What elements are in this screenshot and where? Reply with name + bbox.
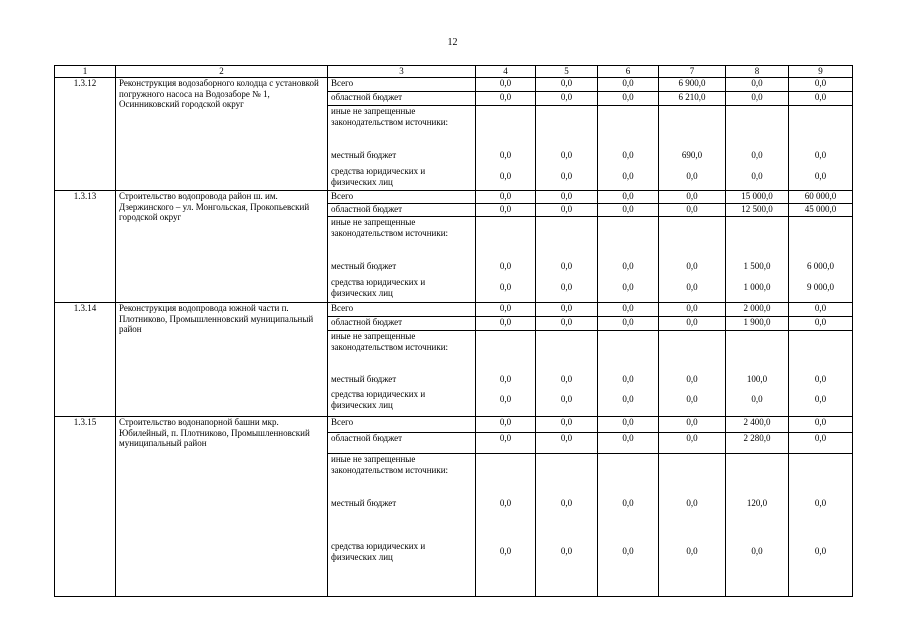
table-row [55,303,853,317]
local-budget-value: 1 500,0 [743,261,771,271]
legal-entities-label: средства юридических и физических лиц [331,277,426,298]
value-cell [536,106,598,191]
local-budget-value: 0,0 [686,374,698,384]
legal-entities-value: 0,0 [560,282,573,292]
total-label: Всего [328,78,476,92]
header-cell: 1 [55,66,116,78]
legal-entities-value: 0,0 [814,394,827,404]
total-value: 0,0 [789,303,853,317]
regional-budget-label: областной бюджет [328,317,476,331]
regional-budget-value: 0,0 [536,204,598,217]
regional-budget-value: 0,0 [476,92,536,106]
regional-budget-value: 1 900,0 [726,317,789,331]
legal-entities-value: 0,0 [499,171,512,181]
table-row [55,191,853,204]
local-budget-value: 0,0 [499,150,512,160]
regional-budget-label: областной бюджет [328,92,476,106]
regional-budget-value: 0,0 [789,433,853,454]
header-cell: 9 [789,66,853,78]
regional-budget-value: 0,0 [659,433,726,454]
header-cell: 2 [116,66,328,78]
item-index: 1.3.15 [55,417,116,597]
value-cell [476,454,536,597]
legal-entities-value: 0,0 [751,546,763,556]
item-name: Реконструкция водопровода южной части п. Плотниково, Промышленновский муниципальный район [116,303,328,417]
total-value: 0,0 [659,303,726,317]
value-cell [726,217,789,303]
total-label: Всего [328,303,476,317]
value-cell [659,454,726,597]
legal-entities-value: 0,0 [686,171,698,181]
other-sources-cell [328,217,476,303]
local-budget-value: 0,0 [751,150,763,160]
regional-budget-label: областной бюджет [328,204,476,217]
other-sources-label: иные не запрещенные законодательством источники: [331,454,449,475]
value-cell [476,217,536,303]
local-budget-value: 100,0 [746,374,768,384]
total-value: 2 000,0 [726,303,789,317]
value-cell [726,106,789,191]
legal-entities-value: 0,0 [499,282,512,292]
local-budget-value: 0,0 [814,374,827,384]
value-cell [536,454,598,597]
regional-budget-value: 0,0 [476,204,536,217]
item-index: 1.3.14 [55,303,116,417]
legal-entities-value: 0,0 [560,394,573,404]
legal-entities-value: 0,0 [814,171,827,181]
legal-entities-value: 0,0 [751,171,763,181]
total-value: 0,0 [536,303,598,317]
total-value: 0,0 [476,417,536,433]
total-value: 0,0 [536,417,598,433]
regional-budget-label: областной бюджет [328,433,476,454]
local-budget-value: 0,0 [686,498,698,508]
local-budget-value: 0,0 [622,261,634,271]
local-budget-label: местный бюджет [331,374,397,384]
total-value: 0,0 [476,303,536,317]
local-budget-value: 690,0 [681,150,703,160]
header-cell: 6 [598,66,659,78]
local-budget-label: местный бюджет [331,498,397,508]
value-cell [598,331,659,417]
value-cell [536,217,598,303]
regional-budget-value: 0,0 [789,92,853,106]
regional-budget-value: 0,0 [659,204,726,217]
legal-entities-value: 0,0 [622,171,634,181]
regional-budget-value: 0,0 [536,317,598,331]
regional-budget-value: 0,0 [789,317,853,331]
regional-budget-value: 0,0 [536,92,598,106]
regional-budget-value: 0,0 [726,92,789,106]
regional-budget-value: 0,0 [598,204,659,217]
legal-entities-label: средства юридических и физических лиц [331,389,426,410]
legal-entities-value: 0,0 [499,394,512,404]
value-cell [789,217,853,303]
total-value: 0,0 [598,303,659,317]
other-sources-label: иные не запрещенные законодательством источники: [331,106,449,127]
header-cell: 7 [659,66,726,78]
local-budget-value: 0,0 [560,498,573,508]
local-budget-value: 0,0 [814,498,827,508]
total-value: 2 400,0 [726,417,789,433]
legal-entities-label: средства юридических и физических лиц [331,166,426,187]
local-budget-label: местный бюджет [331,261,397,271]
regional-budget-value: 0,0 [476,433,536,454]
legal-entities-value: 0,0 [686,282,698,292]
other-sources-label: иные не запрещенные законодательством источники: [331,331,449,352]
total-value: 0,0 [598,191,659,204]
local-budget-value: 0,0 [814,150,827,160]
total-value: 0,0 [598,417,659,433]
regional-budget-value: 2 280,0 [726,433,789,454]
total-value: 0,0 [789,417,853,433]
budget-table [54,65,853,597]
legal-entities-value: 0,0 [499,546,512,556]
regional-budget-value: 12 500,0 [726,204,789,217]
header-cell: 8 [726,66,789,78]
legal-entities-value: 1 000,0 [743,282,771,292]
value-cell [536,331,598,417]
total-label: Всего [328,417,476,433]
regional-budget-value: 0,0 [536,433,598,454]
legal-entities-value: 9 000,0 [807,282,834,292]
total-value: 15 000,0 [726,191,789,204]
value-cell [789,454,853,597]
regional-budget-value: 0,0 [598,433,659,454]
local-budget-value: 0,0 [622,374,634,384]
legal-entities-value: 0,0 [560,546,573,556]
total-value: 0,0 [726,78,789,92]
page-number: 12 [447,37,458,48]
total-value: 0,0 [536,78,598,92]
other-sources-label: иные не запрещенные законодательством источники: [331,217,449,238]
total-value: 6 900,0 [659,78,726,92]
item-index: 1.3.12 [55,78,116,191]
local-budget-value: 0,0 [622,150,634,160]
total-value: 0,0 [598,78,659,92]
other-sources-cell [328,106,476,191]
value-cell [659,106,726,191]
regional-budget-value: 6 210,0 [659,92,726,106]
value-cell [598,217,659,303]
value-cell [476,106,536,191]
local-budget-value: 0,0 [560,261,573,271]
value-cell [598,106,659,191]
value-cell [726,454,789,597]
other-sources-cell [328,454,476,597]
local-budget-value: 0,0 [686,261,698,271]
value-cell [789,106,853,191]
legal-entities-value: 0,0 [622,282,634,292]
regional-budget-value: 45 000,0 [789,204,853,217]
total-value: 0,0 [659,191,726,204]
value-cell [659,331,726,417]
item-name: Строительство водонапорной башни мкр. Юбилейный, п. Плотниково, Промышленновский муниципальный район [116,417,328,597]
legal-entities-value: 0,0 [814,546,827,556]
total-value: 0,0 [659,417,726,433]
header-cell: 5 [536,66,598,78]
header-row [55,66,853,78]
item-index: 1.3.13 [55,191,116,303]
other-sources-cell [328,331,476,417]
item-name: Строительство водопровода район ш. им. Дзержинского – ул. Монгольская, Прокопьевский городской округ [116,191,328,303]
item-name: Реконструкция водозаборного колодца с установкой погружного насоса на Водозаборе № 1, Осинниковский городской округ [116,78,328,191]
total-label: Всего [328,191,476,204]
value-cell [598,454,659,597]
legal-entities-label: средства юридических и физических лиц [331,541,426,562]
local-budget-label: местный бюджет [331,150,397,160]
total-value: 60 000,0 [789,191,853,204]
value-cell [476,331,536,417]
header-cell: 3 [328,66,476,78]
header-cell: 4 [476,66,536,78]
local-budget-value: 120,0 [746,498,768,508]
local-budget-value: 0,0 [499,374,512,384]
regional-budget-value: 0,0 [598,92,659,106]
regional-budget-value: 0,0 [476,317,536,331]
total-value: 0,0 [536,191,598,204]
total-value: 0,0 [476,191,536,204]
local-budget-value: 0,0 [560,374,573,384]
legal-entities-value: 0,0 [622,394,634,404]
regional-budget-value: 0,0 [659,317,726,331]
local-budget-value: 0,0 [499,498,512,508]
total-value: 0,0 [789,78,853,92]
local-budget-value: 0,0 [622,498,634,508]
legal-entities-value: 0,0 [751,394,763,404]
value-cell [726,331,789,417]
value-cell [789,331,853,417]
regional-budget-value: 0,0 [598,317,659,331]
local-budget-value: 0,0 [560,150,573,160]
legal-entities-value: 0,0 [686,394,698,404]
value-cell [659,217,726,303]
total-value: 0,0 [476,78,536,92]
table-row [55,78,853,92]
local-budget-value: 6 000,0 [807,261,834,271]
legal-entities-value: 0,0 [686,546,698,556]
local-budget-value: 0,0 [499,261,512,271]
table-row [55,417,853,433]
legal-entities-value: 0,0 [622,546,634,556]
legal-entities-value: 0,0 [560,171,573,181]
